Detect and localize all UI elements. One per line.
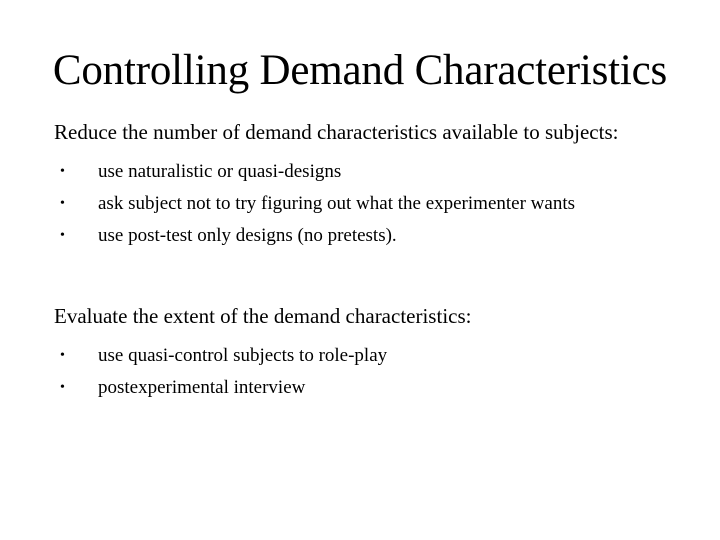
bullet-icon: •	[60, 380, 65, 395]
section-evaluate	[54, 302, 654, 404]
section-lead: Evaluate the extent of the demand characteristics:	[54, 304, 472, 328]
section-reduce	[54, 118, 654, 252]
bullet-icon: •	[60, 164, 65, 179]
bullet-text: use naturalistic or quasi-designs	[98, 161, 342, 182]
bullet-list	[54, 340, 654, 404]
list-item	[54, 188, 654, 220]
section-lead: Reduce the number of demand characteristics available to subjects:	[54, 120, 619, 144]
slide-title: Controlling Demand Characteristics	[52, 47, 668, 94]
bullet-icon: •	[60, 196, 65, 211]
list-item	[54, 156, 654, 188]
bullet-text: postexperimental interview	[98, 377, 306, 398]
bullet-text: ask subject not to try figuring out what the experimenter wants	[98, 193, 575, 214]
list-item	[54, 340, 654, 372]
list-item	[54, 220, 654, 252]
bullet-list	[54, 156, 654, 252]
bullet-icon: •	[60, 348, 65, 363]
bullet-icon: •	[60, 228, 65, 243]
bullet-text: use post-test only designs (no pretests).	[98, 225, 397, 246]
list-item	[54, 372, 654, 404]
bullet-text: use quasi-control subjects to role-play	[98, 345, 388, 366]
